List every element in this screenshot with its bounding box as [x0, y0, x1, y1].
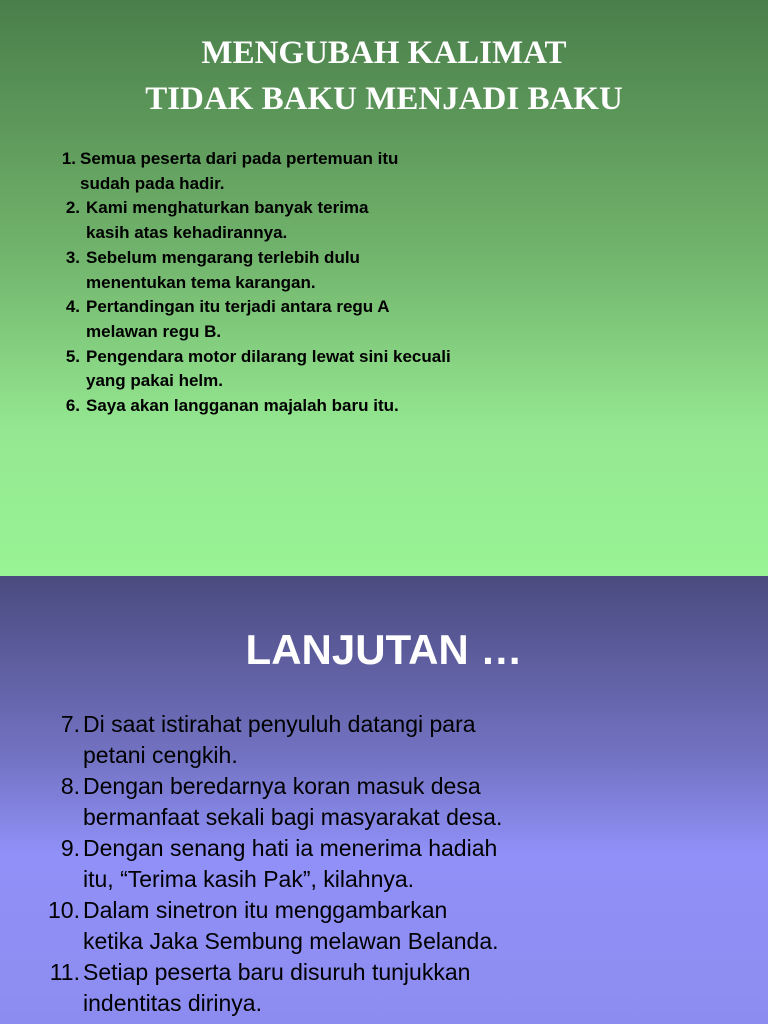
slide-1-title-line-2: TIDAK BAKU MENJADI BAKU	[145, 81, 623, 117]
slide-2-title: LANJUTAN …	[245, 626, 523, 673]
item-number: 2.	[65, 198, 80, 218]
list-item	[0, 295, 546, 344]
item-number: 5.	[65, 346, 80, 366]
slide-2-list	[0, 709, 583, 1019]
list-item	[0, 771, 583, 833]
item-number: 4.	[65, 297, 80, 317]
item-text-line-2: kasih atas kehadirannya.	[86, 223, 288, 243]
slide-1-list	[0, 147, 546, 419]
list-item	[0, 895, 583, 957]
item-text-line-2: yang pakai helm.	[86, 371, 223, 391]
item-text-line-2: itu, “Terima kasih Pak”, kilahnya.	[83, 866, 415, 892]
item-text-line-1: Pengendara motor dilarang lewat sini kecuali	[86, 346, 451, 366]
item-text-line-1: Pertandingan itu terjadi antara regu A	[86, 297, 390, 317]
item-number: 9.	[60, 835, 80, 861]
list-item	[0, 345, 546, 394]
item-text-line-2: sudah pada hadir.	[80, 173, 225, 193]
list-item	[0, 833, 583, 895]
item-text-line-2: melawan regu B.	[86, 321, 222, 341]
item-text-line-1: Semua peserta dari pada pertemuan itu	[80, 149, 399, 168]
list-item	[0, 246, 546, 295]
list-item	[0, 394, 546, 419]
item-number: 10.	[48, 897, 80, 923]
slide-1-title	[0, 30, 768, 122]
item-text-line-1: Di saat istirahat penyuluh datangi para	[83, 711, 476, 737]
item-text-line-1: Dengan senang hati ia menerima hadiah	[83, 835, 498, 861]
item-text-line-2: bermanfaat sekali bagi masyarakat desa.	[83, 804, 503, 830]
item-text-line-1: Dengan beredarnya koran masuk desa	[83, 773, 481, 799]
item-text-line-2: petani cengkih.	[83, 742, 238, 768]
item-text-line-1: Sebelum mengarang terlebih dulu	[86, 247, 360, 267]
item-text-line-2: indentitas dirinya.	[83, 990, 262, 1016]
item-text-line-2: menentukan tema karangan.	[86, 272, 316, 292]
item-number: 6.	[65, 396, 80, 416]
list-item	[0, 709, 583, 771]
list-item	[0, 196, 546, 245]
item-number: 7.	[60, 711, 80, 737]
list-item	[0, 957, 583, 1019]
slide-1-title-line-1: MENGUBAH KALIMAT	[201, 35, 567, 71]
item-number: 1.	[61, 149, 76, 168]
item-text-line-1: Kami menghaturkan banyak terima	[86, 198, 369, 218]
item-text-line-1: Dalam sinetron itu menggambarkan	[83, 897, 448, 923]
item-number: 3.	[65, 247, 80, 267]
item-text-line-1: Saya akan langganan majalah baru itu.	[86, 396, 399, 416]
list-item	[0, 147, 540, 196]
item-number: 11.	[49, 959, 80, 985]
item-text-line-2: ketika Jaka Sembung melawan Belanda.	[83, 928, 499, 954]
item-number: 8.	[60, 773, 80, 799]
item-text-line-1: Setiap peserta baru disuruh tunjukkan	[83, 959, 471, 985]
